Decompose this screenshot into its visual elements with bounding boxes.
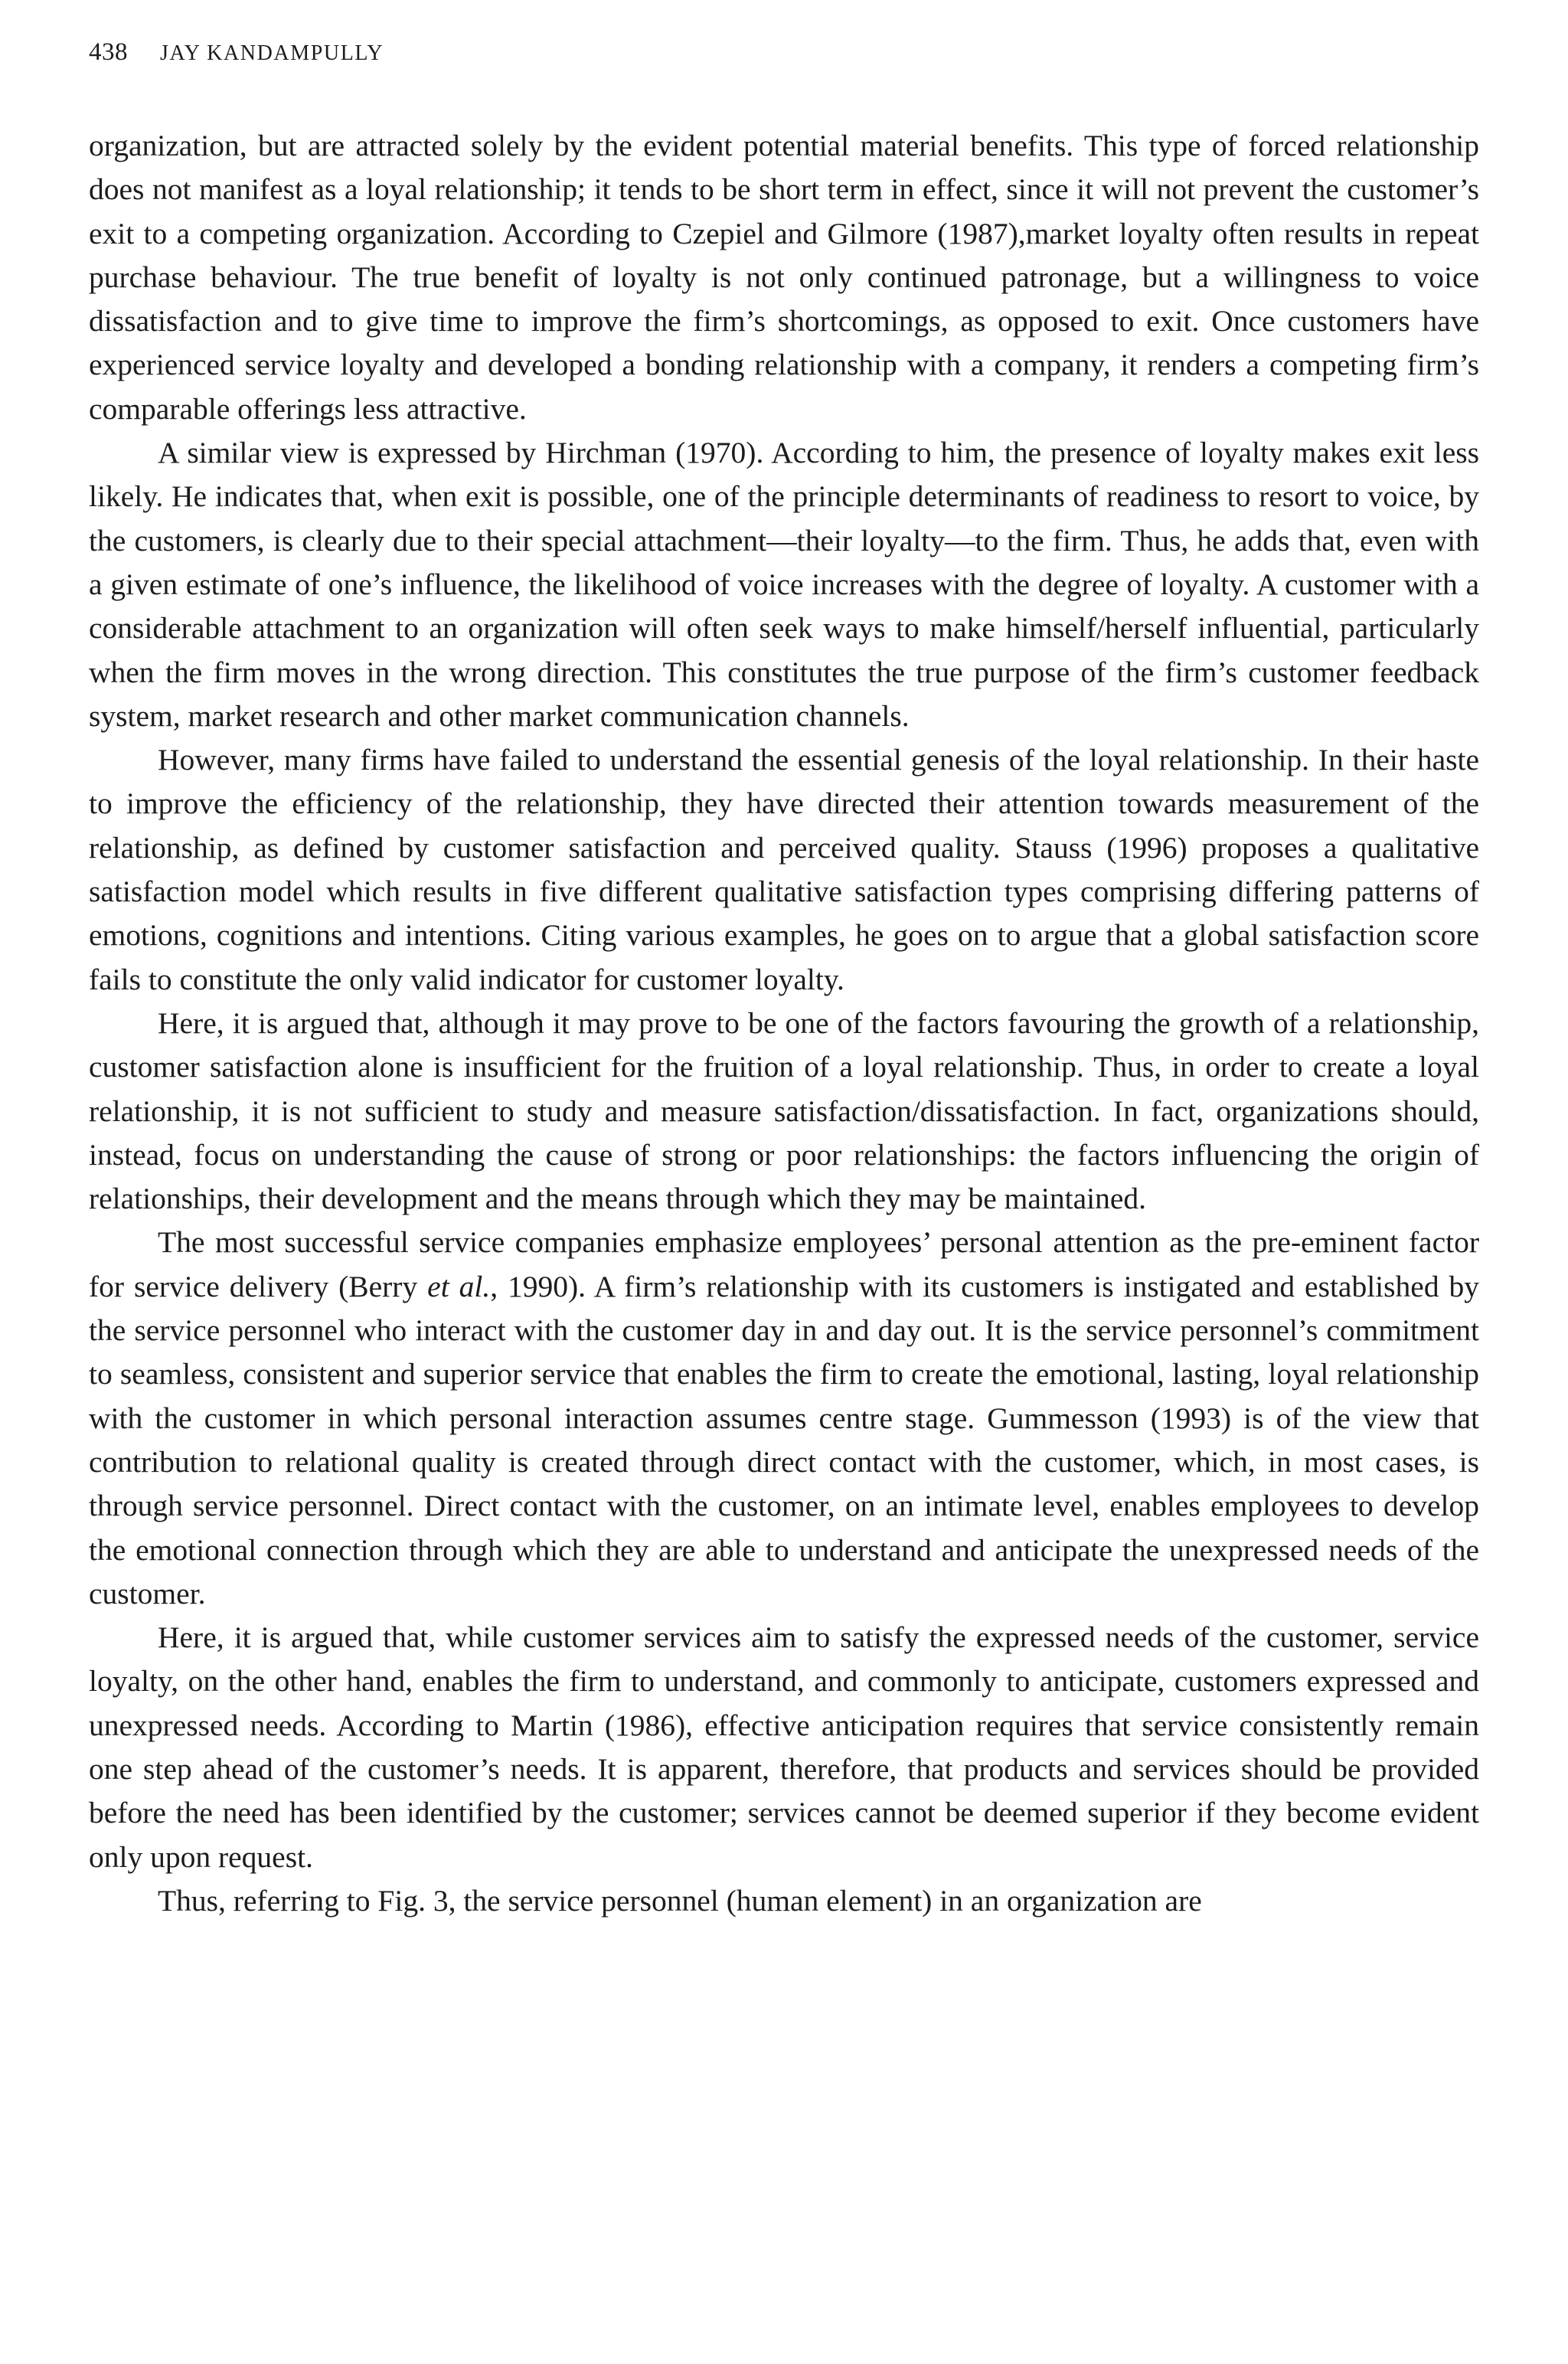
- article-body: [89, 124, 1479, 1923]
- paragraph-service-personnel-rest: , 1990). A firm’s relationship with its customers is instigated and established by the service personnel who interact with the customer day in and day out. It is the service personnel’s commitment to seamless, consistent and superior service that enables the firm to create the emotional, lasting, loyal relationship with the customer in which personal interaction assumes centre stage. Gummesson (1993) is of the view that contribution to relational quality is created through direct contact with the customer, which, in most cases, is through service personnel. Direct contact with the customer, on an intimate level, enables employees to develop the emotional connection through which they are able to understand and anticipate the unexpressed needs of the customer.: [89, 1269, 1479, 1610]
- paragraph-customer-satisfaction: Here, it is argued that, although it may prove to be one of the factors favouring the growth of a relationship, customer satisfaction alone is insufficient for the fruition of a loyal relationship. Thus, in order to create a loyal relationship, it is not sufficient to study and measure satisfaction/dissatisfaction. In fact, organizations should, instead, focus on understanding the cause of strong or poor relationships: the factors influencing the origin of relationships, their development and the means through which they may be maintained.: [89, 1005, 1479, 1216]
- paragraph-stauss: However, many firms have failed to understand the essential genesis of the loyal relationship. In their haste to improve the efficiency of the relationship, they have directed their attention towards measurement of the relationship, as defined by customer satisfaction and perceived quality. Stauss (1996) proposes a qualitative satisfaction model which results in five different qualitative satisfaction types comprising differing patterns of emotions, cognitions and intentions. Citing various examples, he goes on to argue that a global satisfaction score fails to constitute the only valid indicator for customer loyalty.: [89, 743, 1479, 996]
- paragraph-continuation: organization, but are attracted solely by the evident potential material benefits. This type of forced relationship does not manifest as a loyal relationship; it tends to be short term in effect, since it will not prevent the customer’s exit to a competing organization. According to Czepiel and Gilmore (1987),market loyalty often results in repeat purchase behaviour. The true benefit of loyalty is not only continued patronage, but a willingness to voice dissatisfaction and to give time to improve the firm’s shortcomings, as opposed to exit. Once customers have experienced service loyalty and developed a bonding relationship with a company, it renders a competing firm’s comparable offerings less attractive.: [89, 129, 1479, 426]
- paragraph-hirchman: A similar view is expressed by Hirchman (1970). According to him, the presence of loyalty makes exit less likely. He indicates that, when exit is possible, one of the principle determinants of readiness to resort to voice, by the customers, is clearly due to their special attachment—their loyalty—to the firm. Thus, he adds that, even with a given estimate of one’s influence, the likelihood of voice increases with the degree of loyalty. A customer with a considerable attachment to an organization will often seek ways to make himself/herself influential, particularly when the firm moves in the wrong direction. This constitutes the true purpose of the firm’s customer feedback system, market research and other market communication channels.: [89, 436, 1479, 733]
- paragraph-service-personnel: [89, 1221, 1479, 1616]
- paragraph-service-personnel-start: The most successful service companies emphasize employees’ personal attention as the pre-eminent factor for service delivery (Berry: [89, 1225, 1479, 1303]
- running-head-author: JAY KANDAMPULLY: [160, 41, 384, 65]
- citation-et-al: et al.: [427, 1269, 491, 1303]
- running-head: [89, 38, 384, 77]
- paragraph-martin: Here, it is argued that, while customer services aim to satisfy the expressed needs of the customer, service loyalty, on the other hand, enables the firm to understand, and commonly to anticipate, customers expressed and unexpressed needs. According to Martin (1986), effective anticipation requires that service consistently remain one step ahead of the customer’s needs. It is apparent, therefore, that products and services should be provided before the need has been identified by the customer; services cannot be deemed superior if they become evident only upon request.: [89, 1620, 1479, 1874]
- paragraph-fig-3-reference: Thus, referring to Fig. 3, the service personnel (human element) in an organization are: [158, 1883, 1202, 1918]
- page-number: 438: [89, 38, 128, 66]
